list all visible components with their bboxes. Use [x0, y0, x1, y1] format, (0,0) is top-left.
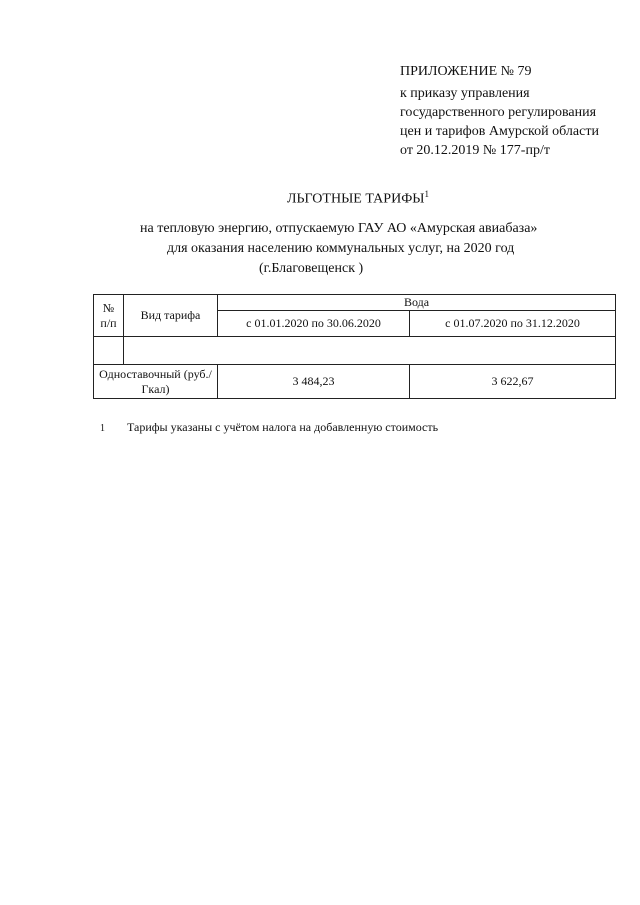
document-subtitle: [0, 219, 640, 279]
document-title: [38, 189, 640, 208]
tariff-value-period-1: 3 484,23: [218, 365, 410, 399]
tariff-value-period-2: 3 622,67: [410, 365, 616, 399]
subtitle-line: на тепловую энергию, отпускаемую ГАУ АО «Амурская авиабаза»: [140, 221, 538, 236]
order-reference-line: к приказу управления: [400, 86, 530, 101]
title-footnote-mark: 1: [424, 189, 429, 199]
appendix-number: ПРИЛОЖЕНИЕ № 79: [400, 64, 532, 79]
footnote: [100, 420, 438, 435]
table-row-empty: [94, 337, 616, 365]
table-cell-empty: [124, 337, 616, 365]
footnote-text: Тарифы указаны с учётом налога на добавленную стоимость: [127, 420, 439, 434]
order-reference-line: государственного регулирования: [400, 105, 597, 120]
subtitle-line: для оказания населению коммунальных услуг, на 2020 год: [167, 241, 515, 256]
tariff-kind-cell: Одноставочный (руб./Гкал): [94, 365, 218, 399]
subtitle-city: (г.Благовещенск ): [259, 261, 364, 276]
tariff-table: [93, 294, 616, 399]
table-row: [94, 365, 616, 399]
approval-header: [400, 62, 636, 160]
order-date-number: от 20.12.2019 № 177-пр/т: [400, 143, 550, 158]
group-header-water: Вода: [218, 295, 616, 311]
table-cell-empty: [94, 337, 124, 365]
footnote-mark: 1: [100, 423, 105, 434]
column-header-number: [94, 295, 124, 337]
period-header-2: с 01.07.2020 по 31.12.2020: [410, 311, 616, 337]
order-reference-line: цен и тарифов Амурской области: [400, 124, 599, 139]
column-header-number-text: № п/п: [100, 300, 117, 330]
column-header-kind: Вид тарифа: [124, 295, 218, 337]
document-title-text: ЛЬГОТНЫЕ ТАРИФЫ: [287, 191, 425, 207]
period-header-1: с 01.01.2020 по 30.06.2020: [218, 311, 410, 337]
